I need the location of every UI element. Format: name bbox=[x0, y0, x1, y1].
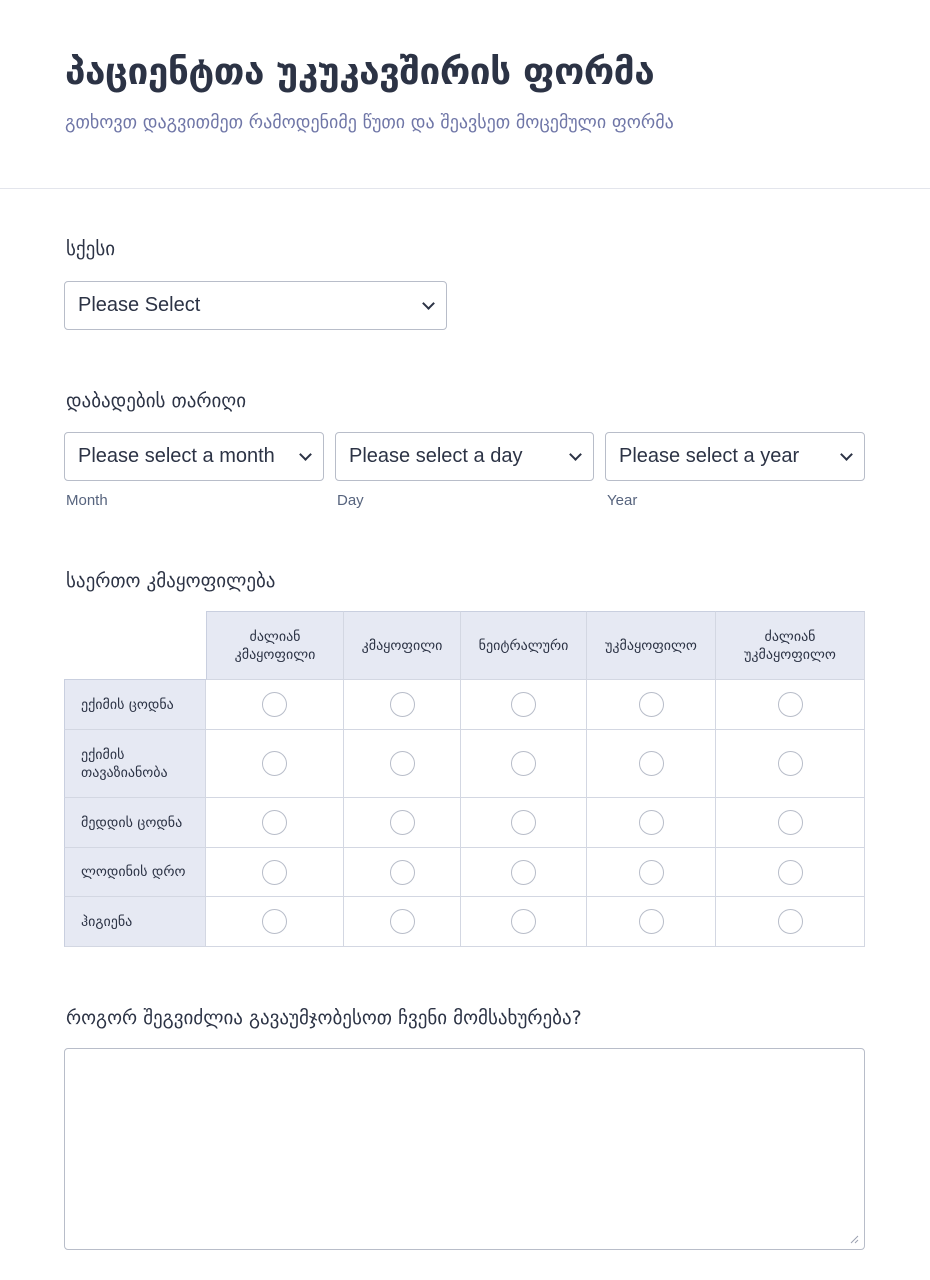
improve-textarea[interactable] bbox=[64, 1048, 865, 1250]
rating-radio[interactable] bbox=[390, 810, 415, 835]
satisfaction-label: საერთო კმაყოფილება bbox=[66, 570, 276, 592]
chevron-down-icon bbox=[569, 448, 582, 461]
matrix-column-header: ძალიან უკმაყოფილო bbox=[716, 611, 865, 680]
rating-radio[interactable] bbox=[639, 751, 664, 776]
resize-grip-icon[interactable] bbox=[849, 1234, 859, 1244]
rating-radio[interactable] bbox=[778, 860, 803, 885]
matrix-row bbox=[64, 730, 865, 798]
day-sublabel: Day bbox=[337, 492, 364, 509]
rating-radio[interactable] bbox=[511, 909, 536, 934]
form-title: პაციენტთა უკუკავშირის ფორმა bbox=[65, 50, 655, 93]
rating-radio[interactable] bbox=[639, 860, 664, 885]
satisfaction-matrix bbox=[64, 611, 865, 947]
rating-radio[interactable] bbox=[511, 810, 536, 835]
birth-year-select[interactable] bbox=[605, 432, 865, 481]
rating-radio[interactable] bbox=[511, 751, 536, 776]
rating-radio[interactable] bbox=[390, 909, 415, 934]
birth-day-select[interactable] bbox=[335, 432, 594, 481]
matrix-row-header: ჰიგიენა bbox=[64, 897, 206, 947]
birth-day-value: Please select a day bbox=[349, 445, 523, 467]
chevron-down-icon bbox=[840, 448, 853, 461]
rating-radio[interactable] bbox=[778, 751, 803, 776]
matrix-row-header: ლოდინის დრო bbox=[64, 848, 206, 897]
matrix-row-header: ექიმის ცოდნა bbox=[64, 680, 206, 730]
rating-radio[interactable] bbox=[778, 909, 803, 934]
rating-radio[interactable] bbox=[511, 692, 536, 717]
rating-radio[interactable] bbox=[390, 751, 415, 776]
rating-radio[interactable] bbox=[262, 692, 287, 717]
rating-radio[interactable] bbox=[778, 810, 803, 835]
rating-radio[interactable] bbox=[639, 692, 664, 717]
matrix-row bbox=[64, 897, 865, 947]
rating-radio[interactable] bbox=[639, 909, 664, 934]
chevron-down-icon bbox=[422, 297, 435, 310]
matrix-column-header: უკმაყოფილო bbox=[587, 611, 716, 680]
rating-radio[interactable] bbox=[778, 692, 803, 717]
rating-radio[interactable] bbox=[511, 860, 536, 885]
rating-radio[interactable] bbox=[390, 692, 415, 717]
rating-radio[interactable] bbox=[390, 860, 415, 885]
birth-year-value: Please select a year bbox=[619, 445, 800, 467]
rating-radio[interactable] bbox=[262, 751, 287, 776]
matrix-column-header: კმაყოფილი bbox=[344, 611, 461, 680]
matrix-column-header: ნეიტრალური bbox=[461, 611, 587, 680]
rating-radio[interactable] bbox=[262, 909, 287, 934]
matrix-row bbox=[64, 798, 865, 848]
year-sublabel: Year bbox=[607, 492, 638, 509]
form-subtitle: გთხოვთ დაგვითმეთ რამოდენიმე წუთი და შეავსეთ მოცემული ფორმა bbox=[65, 112, 674, 133]
matrix-row-header: მედდის ცოდნა bbox=[64, 798, 206, 848]
improve-label: როგორ შეგვიძლია გავაუმჯობესოთ ჩვენი მომსახურება? bbox=[66, 1007, 582, 1029]
rating-radio[interactable] bbox=[262, 860, 287, 885]
sex-select-value: Please Select bbox=[78, 294, 201, 316]
chevron-down-icon bbox=[299, 448, 312, 461]
matrix-row bbox=[64, 680, 865, 730]
matrix-row bbox=[64, 848, 865, 897]
matrix-corner bbox=[64, 611, 206, 680]
rating-radio[interactable] bbox=[639, 810, 664, 835]
month-sublabel: Month bbox=[66, 492, 108, 509]
sex-select[interactable] bbox=[64, 281, 447, 330]
birthdate-label: დაბადების თარიღი bbox=[66, 390, 247, 412]
sex-label: სქესი bbox=[66, 238, 116, 260]
form-header bbox=[0, 0, 930, 189]
matrix-column-header: ძალიან კმაყოფილი bbox=[206, 611, 344, 680]
birth-month-value: Please select a month bbox=[78, 445, 275, 467]
rating-radio[interactable] bbox=[262, 810, 287, 835]
birth-month-select[interactable] bbox=[64, 432, 324, 481]
matrix-row-header: ექიმის თავაზიანობა bbox=[64, 730, 206, 798]
